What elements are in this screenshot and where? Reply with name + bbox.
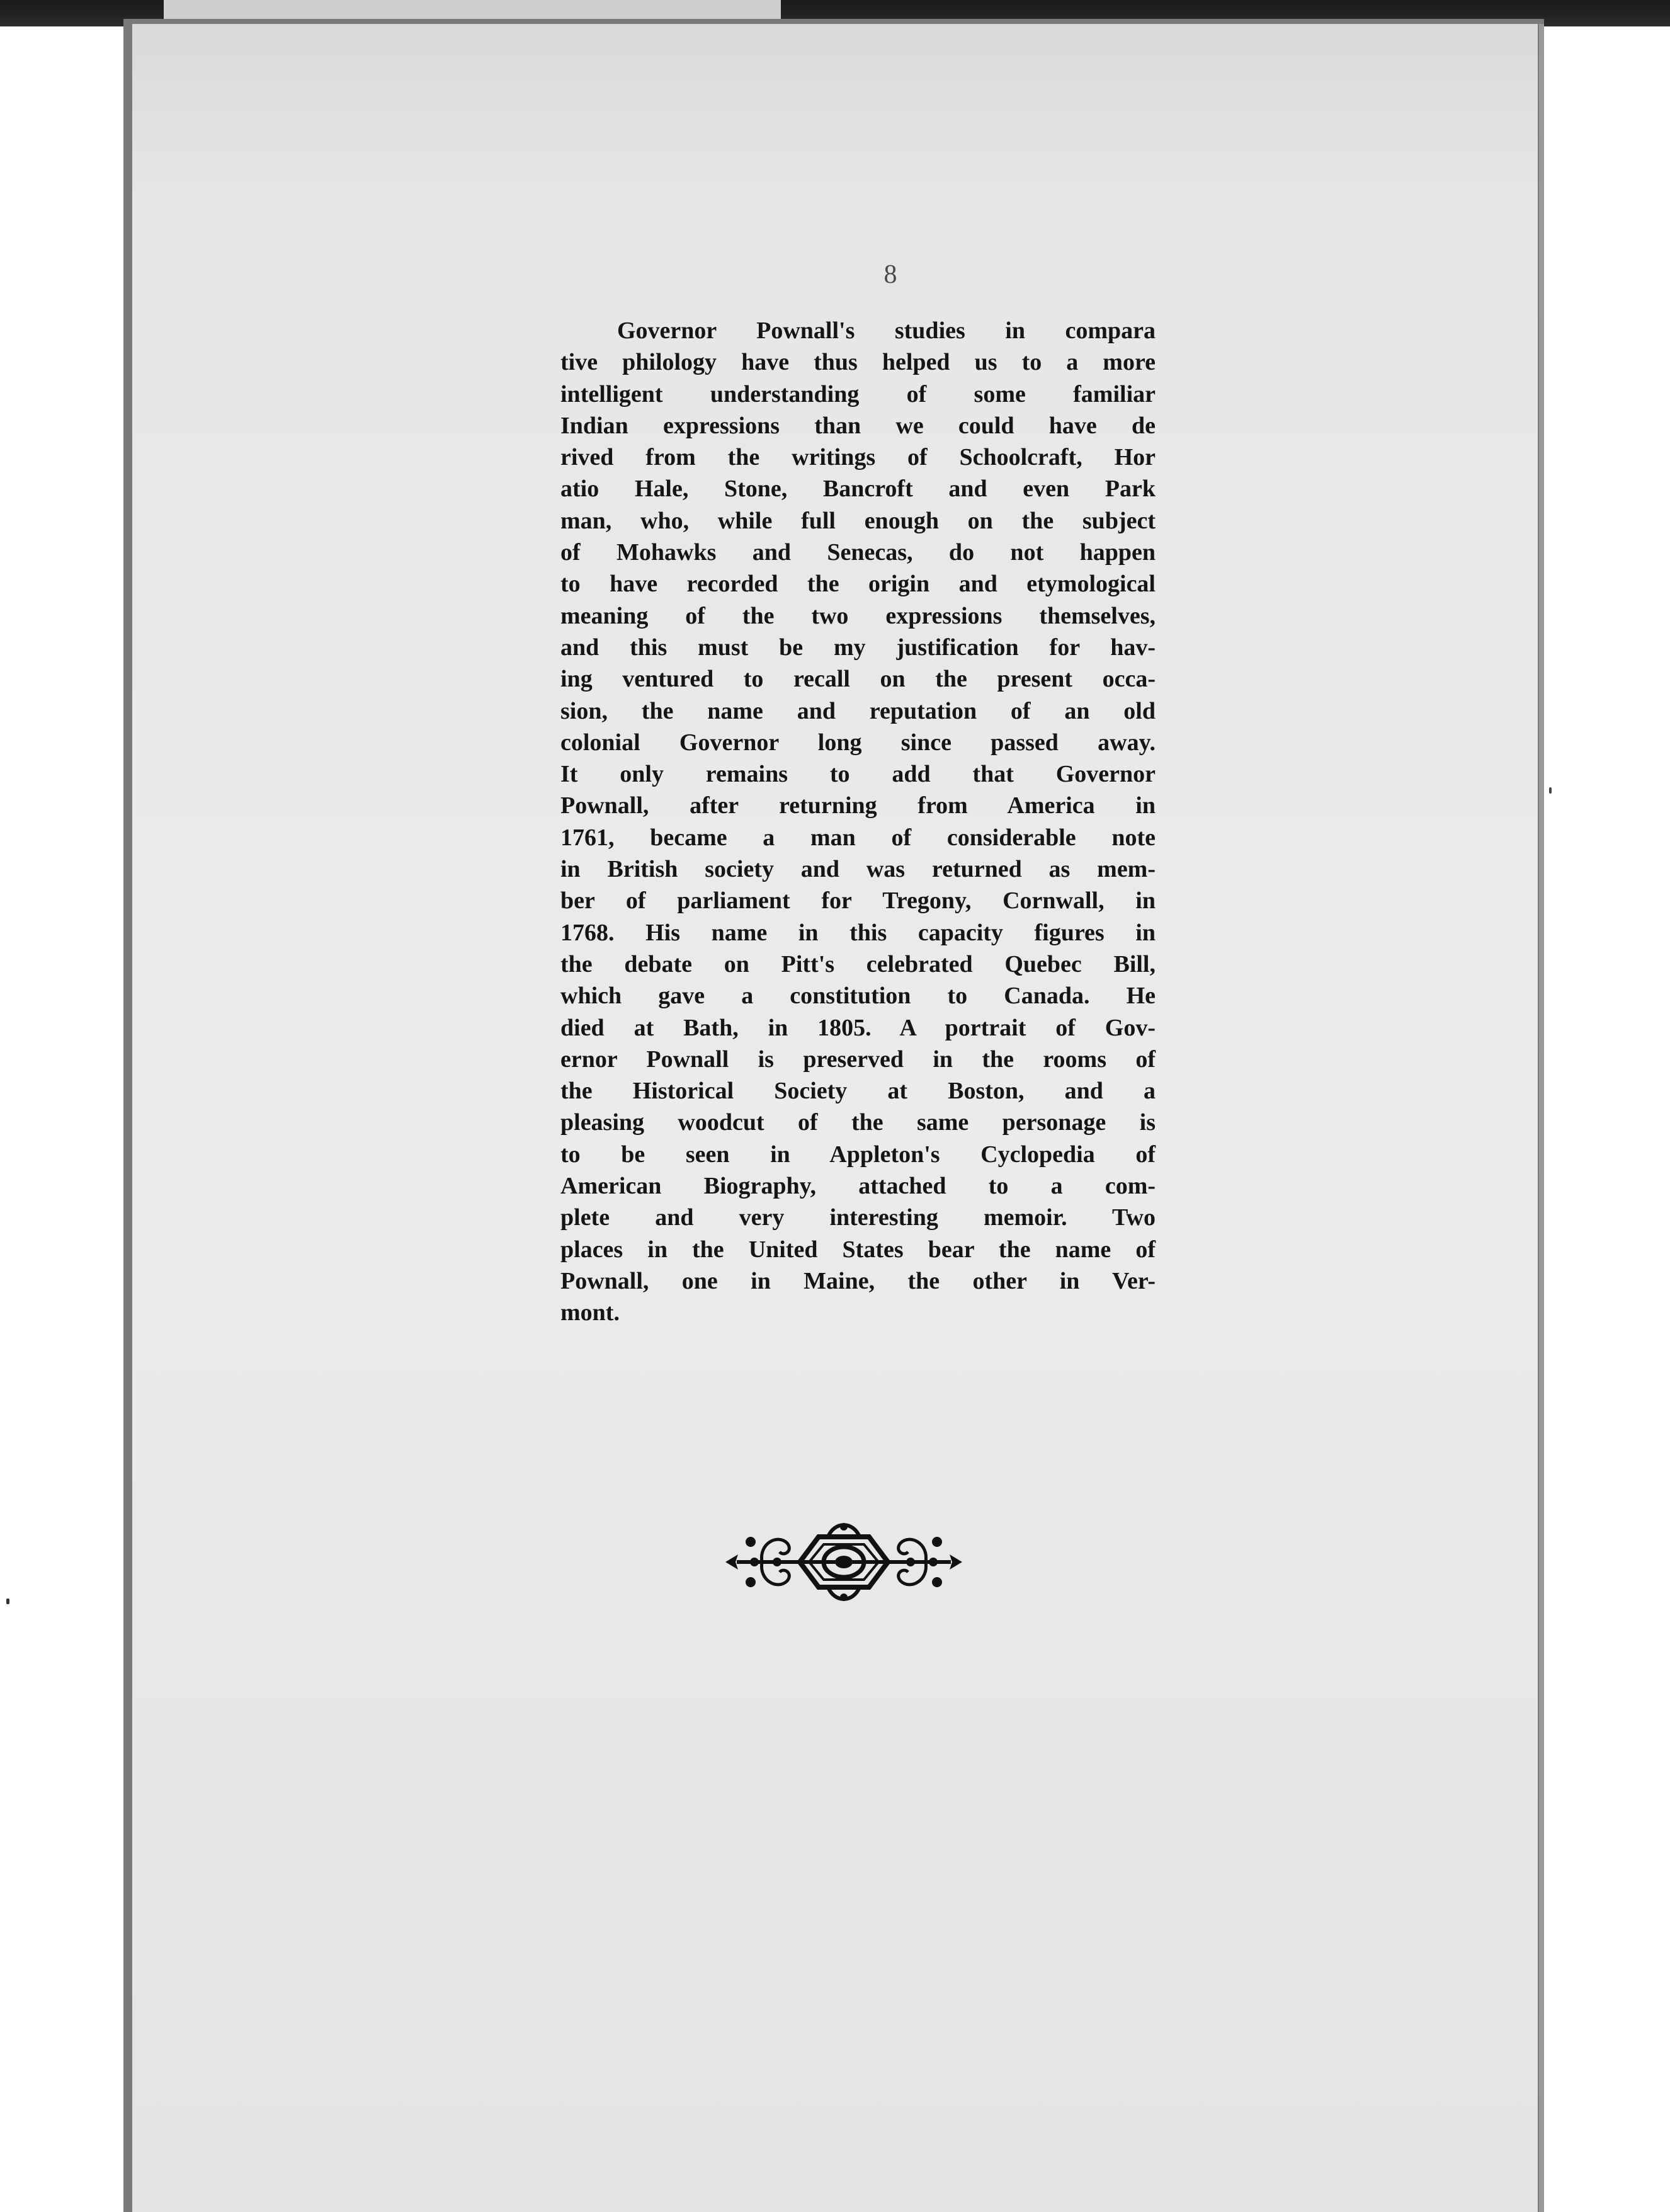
text-line: Governor Pownall's studies in compara	[617, 317, 1156, 344]
text-line: ber of parliament for Tregony, Cornwall, in	[560, 887, 1156, 915]
text-line: 1768. His name in this capacity figures in	[560, 919, 1156, 946]
scan-speck	[1549, 787, 1552, 794]
body-paragraph	[560, 315, 1156, 1329]
text-line: It only remains to add that Governor	[560, 761, 1156, 788]
text-line: tive philology have thus helped us to a more	[560, 349, 1156, 376]
text-line: atio Hale, Stone, Bancroft and even Park	[560, 476, 1156, 503]
text-line: ing ventured to recall on the present occa-	[560, 666, 1156, 693]
text-line: plete and very interesting memoir. Two	[560, 1204, 1156, 1231]
text-line: in British society and was returned as mem-	[560, 856, 1156, 883]
text-line: ernor Pownall is preserved in the rooms of	[560, 1046, 1156, 1073]
page-number: 8	[883, 260, 897, 289]
text-line: sion, the name and reputation of an old	[560, 697, 1156, 724]
text-line: which gave a constitution to Canada. He	[560, 983, 1156, 1010]
text-line: intelligent understanding of some familiar	[560, 380, 1156, 408]
scan-top-edge-gap	[164, 0, 781, 21]
decorative-ornament-icon	[724, 1518, 963, 1606]
text-line: places in the United States bear the name of	[560, 1236, 1156, 1263]
page-right-edge	[1539, 24, 1544, 2212]
text-line: 1761, became a man of considerable note	[560, 824, 1156, 851]
text-line: Pownall, one in Maine, the other in Ver-	[560, 1267, 1156, 1294]
text-line: Indian expressions than we could have de	[560, 412, 1156, 439]
text-line: man, who, while full enough on the subject	[560, 507, 1156, 534]
scan-speck	[6, 1599, 9, 1604]
text-line: American Biography, attached to a com-	[560, 1173, 1156, 1200]
text-line: the debate on Pitt's celebrated Quebec Bill,	[560, 950, 1156, 978]
text-line: Pownall, after returning from America in	[560, 792, 1156, 819]
text-line: pleasing woodcut of the same personage is	[560, 1109, 1156, 1136]
text-line: died at Bath, in 1805. A portrait of Gov-	[560, 1014, 1156, 1041]
text-line: of Mohawks and Senecas, do not happen	[560, 539, 1156, 566]
text-line: colonial Governor long since passed away.	[560, 729, 1156, 756]
text-line: mont.	[560, 1299, 620, 1326]
text-line: to be seen in Appleton's Cyclopedia of	[560, 1141, 1156, 1168]
text-line: rived from the writings of Schoolcraft, Hor	[560, 444, 1156, 471]
text-line: to have recorded the origin and etymological	[560, 571, 1156, 598]
text-line: and this must be my justification for hav-	[560, 634, 1156, 661]
text-line: meaning of the two expressions themselves,	[560, 602, 1156, 629]
text-line: the Historical Society at Boston, and a	[560, 1078, 1156, 1105]
